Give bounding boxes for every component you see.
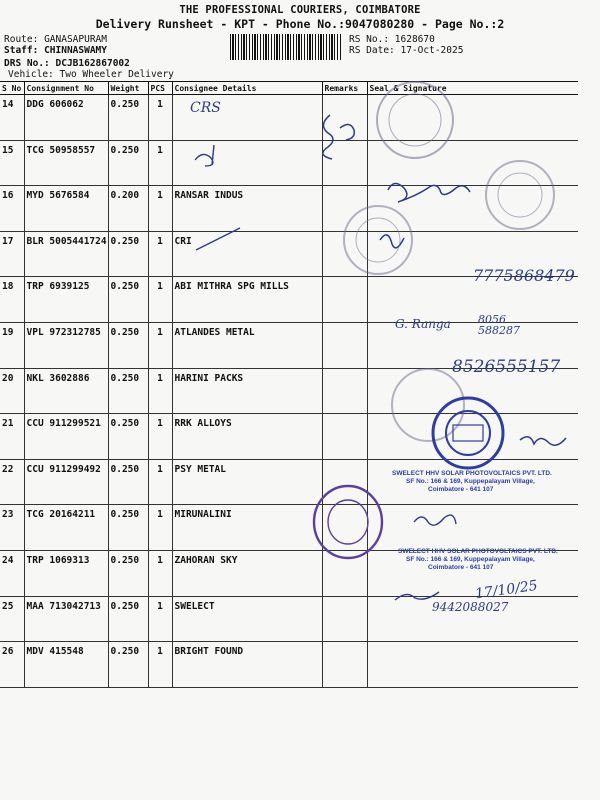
cell-sno: 17 (0, 231, 24, 277)
cell-pcs: 1 (148, 140, 172, 186)
cell-remarks (322, 322, 367, 368)
cell-seal-signature (367, 186, 578, 232)
cell-pcs: 1 (148, 505, 172, 551)
drs-line (4, 58, 130, 69)
handwritten-name: G. Ranga (395, 317, 451, 331)
barcode (230, 34, 342, 60)
cell-pcs: 1 (148, 186, 172, 232)
cell-pcs: 1 (148, 231, 172, 277)
cell-consignment-no: DDG 606062 (24, 95, 108, 141)
handwritten-date: 17/10/25 (474, 577, 539, 603)
cell-weight: 0.250 (108, 277, 148, 323)
cell-consignee: PSY METAL (172, 459, 322, 505)
col-consignee: Consignee Details (172, 82, 322, 95)
cell-weight: 0.250 (108, 642, 148, 688)
cell-weight: 0.250 (108, 95, 148, 141)
col-sno: S No (0, 82, 24, 95)
rs-no-label: RS No.: (349, 34, 390, 45)
cell-consignment-no: NKL 3602886 (24, 368, 108, 414)
handwritten-number: 8056 588287 (478, 313, 520, 337)
cell-consignee: RRK ALLOYS (172, 414, 322, 460)
col-consignment: Consignment No (24, 82, 108, 95)
handwritten-note: CRS (190, 100, 221, 116)
cell-weight: 0.200 (108, 186, 148, 232)
company-stamp (398, 548, 558, 572)
cell-sno: 21 (0, 414, 24, 460)
cell-consignee: HARINI PACKS (172, 368, 322, 414)
drs-label: DRS No.: (4, 58, 50, 69)
cell-weight: 0.250 (108, 231, 148, 277)
drs-value: DCJB162867002 (55, 58, 130, 69)
staff-line (4, 45, 107, 56)
cell-consignment-no: CCU 911299492 (24, 459, 108, 505)
cell-sno: 16 (0, 186, 24, 232)
rs-date-label: RS Date: (349, 45, 395, 56)
cell-weight: 0.250 (108, 596, 148, 642)
cell-sno: 20 (0, 368, 24, 414)
cell-seal-signature (367, 140, 578, 186)
cell-pcs: 1 (148, 459, 172, 505)
handwritten-phone: 9442088027 (432, 600, 509, 614)
rs-no-value: 1628670 (394, 34, 435, 45)
table-row (0, 140, 578, 186)
route-value: GANASAPURAM (44, 34, 107, 45)
cell-weight: 0.250 (108, 505, 148, 551)
cell-pcs: 1 (148, 642, 172, 688)
cell-sno: 23 (0, 505, 24, 551)
stamp-line: Coimbatore - 641 107 (428, 486, 494, 493)
cell-consignment-no: MDV 415548 (24, 642, 108, 688)
cell-seal-signature (367, 505, 578, 551)
rs-date-value: 17-Oct-2025 (400, 45, 464, 56)
cell-consignment-no: MAA 713042713 (24, 596, 108, 642)
cell-weight: 0.250 (108, 140, 148, 186)
cell-consignment-no: TCG 20164211 (24, 505, 108, 551)
table-row (0, 414, 578, 460)
cell-remarks (322, 505, 367, 551)
cell-consignee: ATLANDES METAL (172, 322, 322, 368)
cell-pcs: 1 (148, 277, 172, 323)
cell-consignment-no: BLR 5005441724 (24, 231, 108, 277)
cell-weight: 0.250 (108, 459, 148, 505)
cell-remarks (322, 186, 367, 232)
vehicle-line (8, 69, 174, 80)
cell-sno: 22 (0, 459, 24, 505)
vehicle-label: Vehicle: (8, 69, 54, 80)
table-row (0, 186, 578, 232)
cell-weight: 0.250 (108, 414, 148, 460)
cell-weight: 0.250 (108, 322, 148, 368)
route-label: Route: (4, 34, 39, 45)
cell-consignment-no: CCU 911299521 (24, 414, 108, 460)
cell-consignment-no: MYD 5676584 (24, 186, 108, 232)
col-seal: Seal & Signature (367, 82, 578, 95)
cell-remarks (322, 459, 367, 505)
rs-date-line (349, 45, 463, 56)
stamp-line: SF No.: 166 & 169, Kuppepalayam Village, (406, 478, 535, 485)
stamp-line: SWELECT HHV SOLAR PHOTOVOLTAICS PVT. LTD. (392, 470, 552, 477)
cell-consignee: BRIGHT FOUND (172, 642, 322, 688)
cell-remarks (322, 642, 367, 688)
cell-weight: 0.250 (108, 368, 148, 414)
table-row (0, 642, 578, 688)
cell-sno: 15 (0, 140, 24, 186)
cell-remarks (322, 550, 367, 596)
cell-pcs: 1 (148, 596, 172, 642)
cell-pcs: 1 (148, 322, 172, 368)
handwritten-phone: 7775868479 (473, 266, 575, 285)
cell-consignment-no: TRP 1069313 (24, 550, 108, 596)
company-stamp (392, 470, 552, 494)
stamp-line: Coimbatore - 641 107 (428, 564, 494, 571)
rs-no-line (349, 34, 435, 45)
vehicle-value: Two Wheeler Delivery (59, 69, 174, 80)
route-line (4, 34, 107, 45)
cell-sno: 19 (0, 322, 24, 368)
company-name: THE PROFESSIONAL COURIERS, COIMBATORE (179, 4, 421, 16)
col-remarks: Remarks (322, 82, 367, 95)
cell-consignee: CRI (172, 231, 322, 277)
cell-consignee (172, 140, 322, 186)
cell-sno: 25 (0, 596, 24, 642)
cell-remarks (322, 95, 367, 141)
cell-remarks (322, 231, 367, 277)
cell-remarks (322, 368, 367, 414)
runsheet-title: Delivery Runsheet - KPT - Phone No.:9047080280 - Page No.:2 (95, 17, 505, 31)
table-row (0, 505, 578, 551)
table-row (0, 95, 578, 141)
cell-remarks (322, 596, 367, 642)
cell-sno: 26 (0, 642, 24, 688)
cell-consignee: ZAHORAN SKY (172, 550, 322, 596)
cell-consignment-no: VPL 972312785 (24, 322, 108, 368)
cell-consignee: SWELECT (172, 596, 322, 642)
cell-consignment-no: TCG 50958557 (24, 140, 108, 186)
cell-consignee: MIRUNALINI (172, 505, 322, 551)
cell-remarks (322, 277, 367, 323)
cell-seal-signature (367, 642, 578, 688)
cell-pcs: 1 (148, 95, 172, 141)
cell-seal-signature (367, 414, 578, 460)
cell-pcs: 1 (148, 414, 172, 460)
cell-pcs: 1 (148, 550, 172, 596)
col-pcs: PCS (148, 82, 172, 95)
cell-seal-signature (367, 95, 578, 141)
cell-consignee: RANSAR INDUS (172, 186, 322, 232)
cell-sno: 18 (0, 277, 24, 323)
cell-remarks (322, 140, 367, 186)
col-weight: Weight (108, 82, 148, 95)
cell-sno: 14 (0, 95, 24, 141)
cell-consignee: ABI MITHRA SPG MILLS (172, 277, 322, 323)
cell-consignment-no: TRP 6939125 (24, 277, 108, 323)
cell-remarks (322, 414, 367, 460)
cell-sno: 24 (0, 550, 24, 596)
stamp-line: SWELECT HHV SOLAR PHOTOVOLTAICS PVT. LTD. (398, 548, 558, 555)
handwritten-phone: 8526555157 (452, 357, 561, 377)
cell-pcs: 1 (148, 368, 172, 414)
stamp-line: SF No.: 166 & 169, Kuppepalayam Village, (406, 556, 535, 563)
cell-weight: 0.250 (108, 550, 148, 596)
staff-value: CHINNASWAMY (44, 45, 107, 56)
table-header (0, 82, 578, 95)
staff-label: Staff: (4, 45, 39, 56)
